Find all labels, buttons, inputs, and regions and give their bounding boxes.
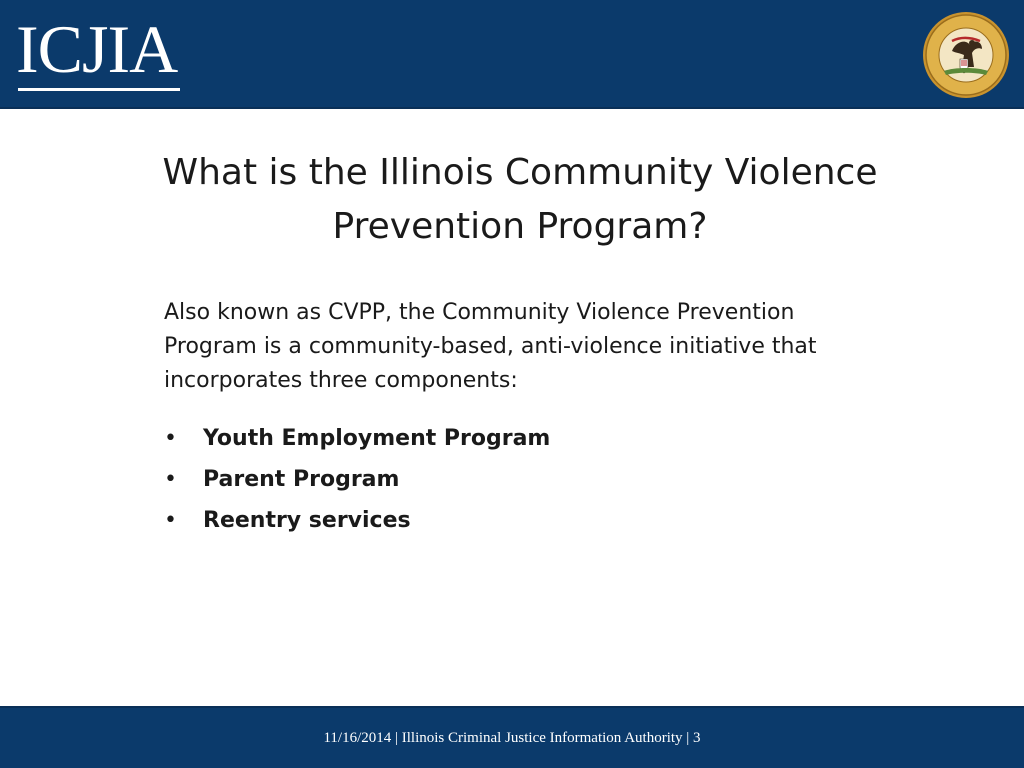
illinois-state-seal-icon (922, 11, 1010, 99)
logo-text: ICJIA (16, 11, 178, 87)
list-item (164, 461, 764, 502)
list-item-label: Youth Employment Program (203, 426, 551, 451)
list-item (164, 502, 764, 543)
list-item-label: Parent Program (203, 467, 400, 492)
slide-title: What is the Illinois Community Violence Prevention Program? (162, 152, 878, 247)
intro-paragraph: Also known as CVPP, the Community Violence Prevention Program is a community-based, anti-violence initiative that incorporates three components: (164, 300, 817, 393)
bullet-icon: • (164, 426, 177, 451)
header-divider (0, 107, 1024, 109)
bullet-icon: • (164, 508, 177, 533)
list-item-label: Reentry services (203, 508, 411, 533)
logo-underline (18, 88, 180, 91)
footer-text: 11/16/2014 | Illinois Criminal Justice Information Authority | 3 (323, 730, 701, 746)
header-bar (0, 0, 1024, 107)
bullet-icon: • (164, 467, 177, 492)
component-list (164, 420, 764, 543)
list-item (164, 420, 764, 461)
icjia-logo (16, 12, 184, 96)
